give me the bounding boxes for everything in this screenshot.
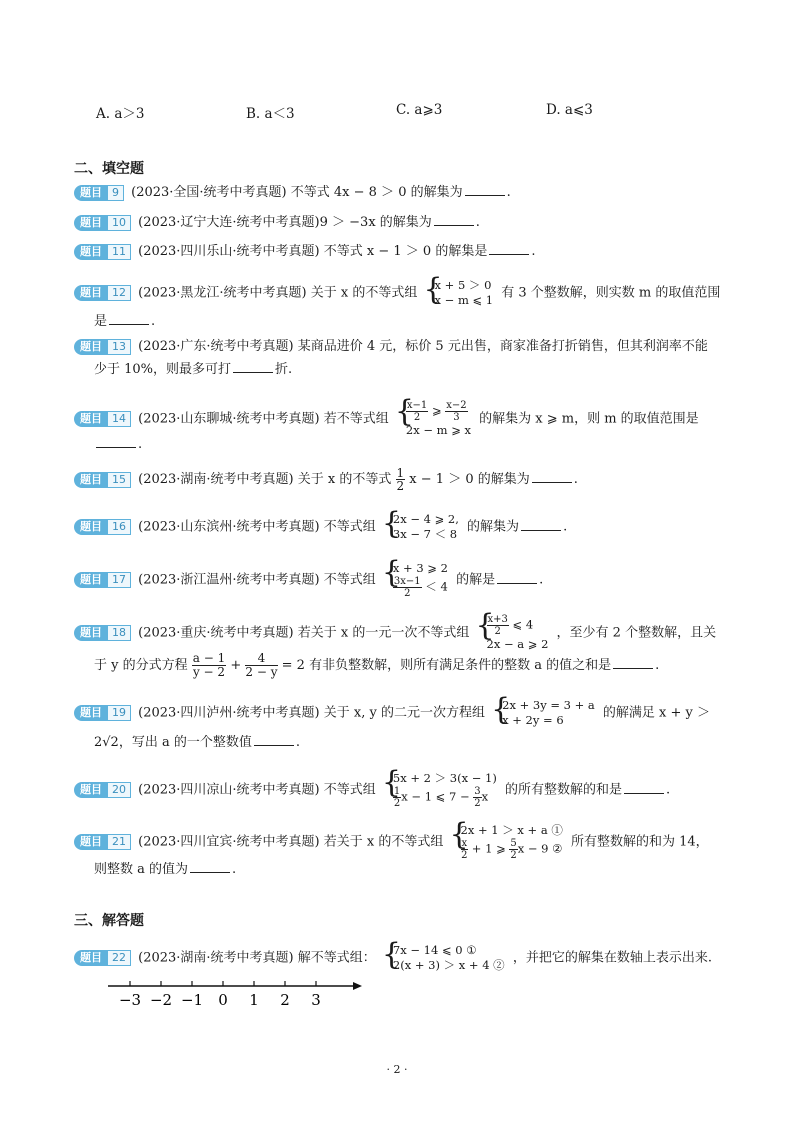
inequality-system: { x + 5 ＞ 0 x − m ⩽ 1 bbox=[426, 278, 494, 308]
option-d: D. a⩽3 bbox=[546, 102, 593, 118]
number-line-label: 2 bbox=[280, 991, 290, 1009]
inequality-system: { $\frac{x+3}{2}$ ⩽ 4 2x − a ⩾ 2 bbox=[478, 614, 549, 652]
question-13-line2: 少于 10%，则最多可打 折. bbox=[94, 362, 293, 377]
section-fill-heading: 二、填空题 bbox=[74, 161, 144, 177]
number-line-label: −1 bbox=[180, 991, 204, 1009]
question-18: 题目 18 (2023·重庆·统考中考真题) 若关于 x 的一元一次不等式组 { $\frac{x+3}{2}$ ⩽ 4 2x − a ⩾ 2 ，至少有 2 个整数解，且关 bbox=[74, 614, 716, 652]
question-14-line2: . bbox=[94, 435, 142, 454]
number-line bbox=[100, 972, 370, 1012]
section-answer-heading: 三、解答题 bbox=[74, 913, 144, 929]
option-b: B. a＜3 bbox=[246, 106, 295, 122]
question-18-line2: 于 y 的分式方程 $\frac{a - 1}{y - 2}$ + $\frac{4}{2 - y}$ = 2 有非负整数解，则所有满足条件的整数 a 的值之和是 . bbox=[94, 651, 660, 679]
answer-blank[interactable] bbox=[521, 518, 561, 531]
number-line-label: 1 bbox=[249, 991, 259, 1009]
question-12-line2: 是 . bbox=[94, 314, 156, 329]
answer-blank[interactable] bbox=[109, 312, 149, 325]
inequality-system: { 7x − 14 ⩽ 0 ① 2(x + 3) ＞ x + 4 ② bbox=[384, 943, 505, 973]
inequality-system: { 2x + 1 ＞ x + a ① $\frac{x}{2}$ + 1 ⩾ $\frac{5}{2}$ x − 9 ② bbox=[452, 823, 563, 861]
inequality-system: { 2x − 4 ⩾ 2, 3x − 7 ＜ 8 bbox=[384, 512, 459, 542]
question-tag: 题目 21 bbox=[74, 834, 131, 850]
answer-blank[interactable] bbox=[434, 213, 474, 226]
question-10: 题目 10 (2023·辽宁大连·统考中考真题)9 ＞ −3x 的解集为 . bbox=[74, 213, 480, 232]
question-19-line2: 2√2，写出 a 的一个整数值 . bbox=[94, 735, 300, 750]
inequality-system: { x + 3 ⩾ 2 $\frac{3x-1}{2}$ ＜ 4 bbox=[384, 561, 448, 599]
answer-blank[interactable] bbox=[190, 860, 230, 873]
question-19: 题目 19 (2023·四川泸州·统考中考真题) 关于 x, y 的二元一次方程组 { 2x + 3y = 3 + a x + 2y = 6 的解满足 x + y ＞ bbox=[74, 698, 710, 728]
question-tag: 题目 11 bbox=[74, 244, 131, 260]
question-22: 题目 22 (2023·湖南·统考中考真题) 解不等式组： { 7x − 14 ⩽ 0 ① 2(x + 3) ＞ x + 4 ② ，并把它的解集在数轴上表示出来. bbox=[74, 943, 712, 973]
question-tag: 题目 22 bbox=[74, 950, 131, 966]
question-tag: 题目 16 bbox=[74, 519, 131, 535]
page-number: · 2 · bbox=[386, 1063, 408, 1076]
answer-blank[interactable] bbox=[96, 435, 136, 448]
question-15: 题目 15 (2023·湖南·统考中考真题) 关于 x 的不等式 $\frac{1}{2}$ x − 1 ＞ 0 的解集为 . bbox=[74, 467, 578, 492]
question-16: 题目 16 (2023·山东滨州·统考中考真题) 不等式组 { 2x − 4 ⩾ 2, 3x − 7 ＜ 8 的解集为 . bbox=[74, 512, 567, 542]
option-c: C. a⩾3 bbox=[396, 102, 443, 118]
question-tag: 题目 20 bbox=[74, 782, 131, 798]
answer-blank[interactable] bbox=[254, 733, 294, 746]
question-21: 题目 21 (2023·四川宜宾·统考中考真题) 若关于 x 的不等式组 { 2x + 1 ＞ x + a ① $\frac{x}{2}$ + 1 ⩾ $\frac{5}{2}$ x − 9 ② 所有整数解的和为 14， bbox=[74, 823, 709, 861]
question-tag: 题目 18 bbox=[74, 625, 131, 641]
answer-blank[interactable] bbox=[624, 781, 664, 794]
number-line-label: −3 bbox=[118, 991, 142, 1009]
answer-blank[interactable] bbox=[233, 360, 273, 373]
question-tag: 题目 13 bbox=[74, 339, 131, 355]
question-tag: 题目 10 bbox=[74, 215, 131, 231]
question-tag: 题目 12 bbox=[74, 285, 131, 301]
answer-blank[interactable] bbox=[497, 571, 537, 584]
answer-blank[interactable] bbox=[465, 183, 505, 196]
question-12: 题目 12 (2023·黑龙江·统考中考真题) 关于 x 的不等式组 { x + 5 ＞ 0 x − m ⩽ 1 有 3 个整数解，则实数 m 的取值范围 bbox=[74, 278, 720, 308]
number-line-label: 0 bbox=[218, 991, 228, 1009]
question-tag: 题目 17 bbox=[74, 572, 131, 588]
question-13: 题目 13 (2023·广东·统考中考真题) 某商品进价 4 元，标价 5 元出售，商家准备打折销售，但其利润率不能 bbox=[74, 338, 708, 356]
number-line-label: 3 bbox=[311, 991, 321, 1009]
arrow-right-icon bbox=[353, 982, 362, 990]
question-tag: 题目 14 bbox=[74, 411, 131, 427]
answer-blank[interactable] bbox=[489, 242, 529, 255]
inequality-system: { 5x + 2 ＞ 3(x − 1) $\frac{1}{2}$ x − 1 ⩽ 7 − $\frac{3}{2}$ x bbox=[384, 771, 497, 809]
question-9: 题目 9 (2023·全国·统考中考真题) 不等式 4x − 8 ＞ 0 的解集为 . bbox=[74, 183, 511, 202]
answer-blank[interactable] bbox=[613, 656, 653, 669]
question-21-line2: 则整数 a 的值为 . bbox=[94, 862, 237, 877]
answer-blank[interactable] bbox=[532, 470, 572, 483]
question-tag: 题目 9 bbox=[74, 185, 124, 201]
question-11: 题目 11 (2023·四川乐山·统考中考真题) 不等式 x − 1 ＞ 0 的解集是 . bbox=[74, 242, 535, 261]
question-14: 题目 14 (2023·山东聊城·统考中考真题) 若不等式组 { $\frac{x-1}{2}$ ⩾ $\frac{x-2}{3}$ 2x − m ⩾ x 的解集为 x ⩾ m，则 m 的取值范围是 bbox=[74, 400, 699, 438]
question-20: 题目 20 (2023·四川凉山·统考中考真题) 不等式组 { 5x + 2 ＞ 3(x − 1) $\frac{1}{2}$ x − 1 ⩽ 7 − $\frac{3}{2}$ x 的所有整数解的和是 . bbox=[74, 771, 670, 809]
question-tag: 题目 19 bbox=[74, 705, 131, 721]
question-tag: 题目 15 bbox=[74, 472, 131, 488]
equation-system: { 2x + 3y = 3 + a x + 2y = 6 bbox=[493, 698, 595, 728]
question-17: 题目 17 (2023·浙江温州·统考中考真题) 不等式组 { x + 3 ⩾ 2 $\frac{3x-1}{2}$ ＜ 4 的解是 . bbox=[74, 561, 543, 599]
option-a: A. a＞3 bbox=[96, 106, 145, 122]
inequality-system: { $\frac{x-1}{2}$ ⩾ $\frac{x-2}{3}$ 2x − m ⩾ x bbox=[397, 400, 471, 438]
number-line-label: −2 bbox=[149, 991, 173, 1009]
